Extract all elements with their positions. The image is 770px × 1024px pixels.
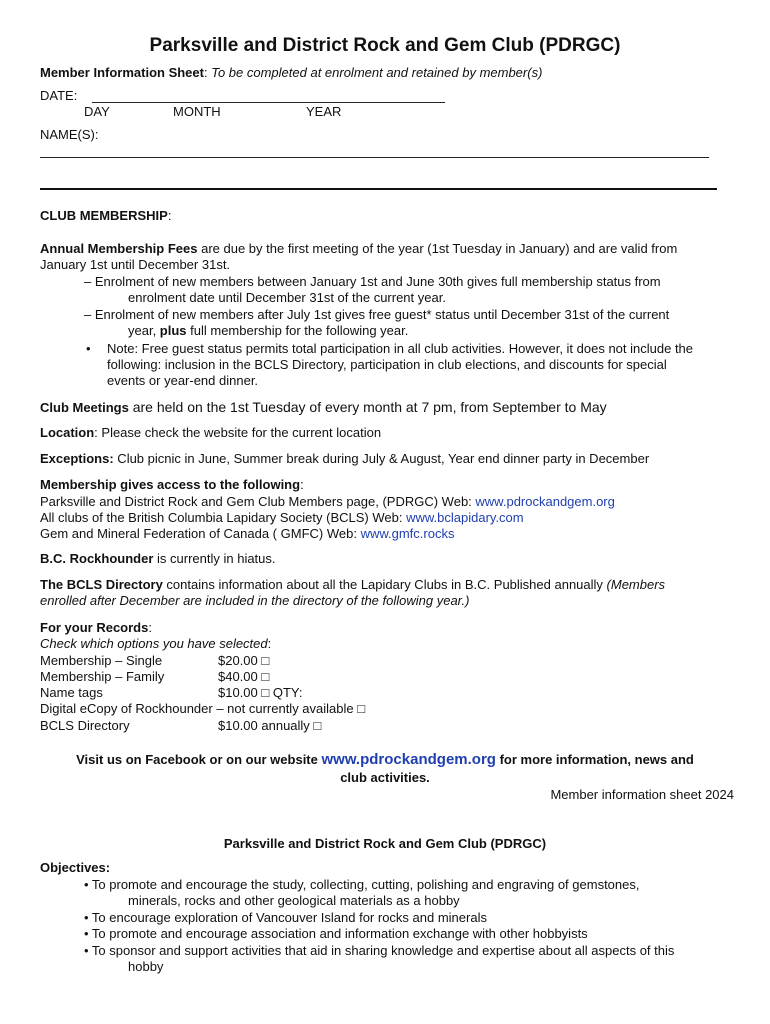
visit-post: for more information, news and bbox=[495, 752, 694, 767]
note-line-2: following: inclusion in the BCLS Directory, participation in club elections, and discounts for special bbox=[107, 357, 667, 372]
access-heading-colon: : bbox=[300, 477, 304, 492]
objectives-club-title: Parksville and District Rock and Gem Club (PDRGC) bbox=[223, 836, 547, 851]
meetings-paragraph bbox=[40, 399, 607, 416]
footer-note: Member information sheet 2024 bbox=[550, 787, 734, 802]
access-line-2 bbox=[40, 510, 524, 526]
records-heading-text: For your Records bbox=[40, 620, 149, 635]
objective-item-4: • To sponsor and support activities that aid in sharing knowledge and expertise about all aspects of this bbox=[84, 943, 675, 958]
location-paragraph bbox=[40, 425, 381, 441]
access-heading bbox=[40, 477, 304, 493]
objective-item-4-cont: hobby bbox=[128, 959, 164, 974]
year-label: YEAR bbox=[306, 104, 342, 119]
month-label: MONTH bbox=[173, 104, 221, 119]
meetings-rest: are held on the 1st Tuesday of every month at 7 pm, from September to May bbox=[128, 399, 607, 415]
names-field-line-1 bbox=[40, 157, 709, 158]
enrolment-item-2-line-1: – Enrolment of new members after July 1st gives free guest* status until December 31st of the current bbox=[84, 307, 670, 322]
records-instruction bbox=[40, 636, 271, 652]
option-nametags-price[interactable]: $10.00 □ QTY: bbox=[218, 685, 303, 700]
option-family-price[interactable]: $40.00 □ bbox=[218, 669, 270, 684]
membership-heading bbox=[40, 208, 171, 224]
sheet-subtitle bbox=[40, 65, 542, 81]
objective-item-1: • To promote and encourage the study, collecting, cutting, polishing and engraving of gemstones, bbox=[84, 877, 640, 892]
page-title: Parksville and District Rock and Gem Club (PDRGC) bbox=[149, 35, 621, 56]
item2-plus: plus bbox=[159, 323, 187, 338]
location-rest: : Please check the website for the current location bbox=[94, 425, 382, 440]
option-family-label: Membership – Family bbox=[40, 669, 165, 684]
visit-website-link[interactable]: www.pdrockandgem.org bbox=[321, 751, 496, 768]
option-nametags-label: Name tags bbox=[40, 685, 103, 700]
access-heading-text: Membership gives access to the following bbox=[40, 477, 301, 492]
option-single-price[interactable]: $20.00 □ bbox=[218, 653, 270, 668]
directory-italic-2: enrolled after December are included in the directory of the following year.) bbox=[40, 593, 470, 608]
gmfc-link[interactable]: www.gmfc.rocks bbox=[360, 526, 455, 541]
records-instruction-text: Check which options you have selected bbox=[40, 636, 268, 651]
item2-text-b: full membership for the following year. bbox=[186, 323, 409, 338]
exceptions-rest: Club picnic in June, Summer break during July & August, Year end dinner party in December bbox=[113, 451, 650, 466]
rockhounder-rest: is currently in hiatus. bbox=[153, 551, 276, 566]
date-label: DATE: bbox=[40, 88, 78, 103]
meetings-bold: Club Meetings bbox=[40, 400, 129, 415]
objective-item-3: • To promote and encourage association and information exchange with other hobbyists bbox=[84, 926, 588, 941]
exceptions-paragraph bbox=[40, 451, 649, 467]
objective-item-1-cont: minerals, rocks and other geological materials as a hobby bbox=[128, 893, 460, 908]
fees-paragraph bbox=[40, 241, 677, 257]
enrolment-item-2-line-2 bbox=[128, 323, 408, 339]
fees-line-2: January 1st until December 31st. bbox=[40, 257, 231, 272]
directory-bold: The BCLS Directory bbox=[40, 577, 163, 592]
access-line-3 bbox=[40, 526, 454, 542]
names-label: NAME(S): bbox=[40, 127, 99, 142]
access-line-1 bbox=[40, 494, 615, 510]
option-directory-label: BCLS Directory bbox=[40, 718, 130, 733]
option-ecopy-label[interactable]: Digital eCopy of Rockhounder – not currently available □ bbox=[40, 701, 366, 716]
note-line-3: events or year-end dinner. bbox=[107, 373, 259, 388]
pdrgc-link[interactable]: www.pdrockandgem.org bbox=[475, 494, 615, 509]
access-line-1-text: Parksville and District Rock and Gem Club Members page, (PDRGC) Web: bbox=[40, 494, 476, 509]
access-line-3-text: Gem and Mineral Federation of Canada ( GMFC) Web: bbox=[40, 526, 361, 541]
membership-heading-colon: : bbox=[167, 208, 172, 223]
exceptions-label: Exceptions: bbox=[40, 451, 114, 466]
note-line-1: Note: Free guest status permits total participation in all club activities. However, it does not include the bbox=[107, 341, 694, 356]
date-field-line bbox=[92, 102, 445, 103]
membership-heading-text: CLUB MEMBERSHIP bbox=[40, 208, 168, 223]
location-label: Location bbox=[40, 425, 95, 440]
directory-rest: contains information about all the Lapidary Clubs in B.C. Published annually bbox=[162, 577, 607, 592]
records-instruction-colon: : bbox=[267, 636, 272, 651]
visit-line-2: club activities. bbox=[340, 770, 430, 785]
item2-text-a: year, bbox=[128, 323, 160, 338]
rockhounder-bold: B.C. Rockhounder bbox=[40, 551, 154, 566]
visit-pre: Visit us on Facebook or on our website bbox=[76, 752, 322, 767]
sheet-colon: : bbox=[203, 65, 208, 80]
records-heading bbox=[40, 620, 152, 636]
visit-line-1 bbox=[0, 751, 770, 768]
access-line-2-text: All clubs of the British Columbia Lapidary Society (BCLS) Web: bbox=[40, 510, 407, 525]
day-label: DAY bbox=[84, 104, 110, 119]
sheet-note: To be completed at enrolment and retained by member(s) bbox=[207, 65, 543, 80]
fees-rest: are due by the first meeting of the year (1st Tuesday in January) and are valid from bbox=[197, 241, 678, 256]
directory-paragraph bbox=[40, 577, 665, 593]
enrolment-item-1-line-2: enrolment date until December 31st of the current year. bbox=[128, 290, 446, 305]
note-bullet: • bbox=[86, 341, 91, 356]
option-directory-price[interactable]: $10.00 annually □ bbox=[218, 718, 322, 733]
records-heading-colon: : bbox=[148, 620, 152, 635]
objectives-heading: Objectives: bbox=[40, 860, 111, 875]
objective-item-2: • To encourage exploration of Vancouver Island for rocks and minerals bbox=[84, 910, 487, 925]
enrolment-item-1-line-1: – Enrolment of new members between January 1st and June 30th gives full membership status from bbox=[84, 274, 661, 289]
directory-italic-1: (Members bbox=[606, 577, 666, 592]
names-field-line-2 bbox=[40, 188, 717, 190]
bcls-link[interactable]: www.bclapidary.com bbox=[406, 510, 524, 525]
sheet-label: Member Information Sheet bbox=[40, 65, 204, 80]
option-single-label: Membership – Single bbox=[40, 653, 163, 668]
fees-bold: Annual Membership Fees bbox=[40, 241, 198, 256]
rockhounder-paragraph bbox=[40, 551, 276, 567]
